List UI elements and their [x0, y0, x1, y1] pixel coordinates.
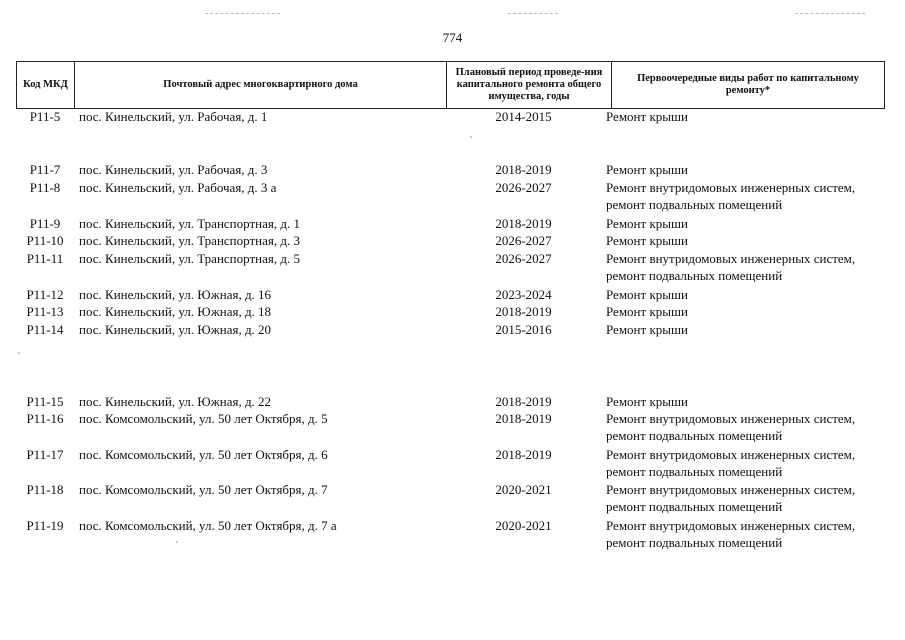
row-code: Р11-5 — [29, 109, 61, 124]
row-address: пос. Комсомольский, ул. 50 лет Октября, д. 5 — [79, 411, 328, 426]
row-works: Ремонт крыши — [606, 394, 688, 409]
row-address: пос. Кинельский, ул. Южная, д. 18 — [79, 304, 272, 319]
row-code: Р11-14 — [26, 322, 64, 337]
row-period: 2026-2027 — [495, 233, 552, 248]
row-address: пос. Комсомольский, ул. 50 лет Октября, д. 7 а — [79, 518, 337, 533]
row-code: Р11-17 — [26, 447, 64, 462]
row-address: пос. Комсомольский, ул. 50 лет Октября, д. 7 — [79, 482, 328, 497]
scan-dot — [176, 541, 178, 543]
row-address: пос. Кинельский, ул. Рабочая, д. 1 — [79, 109, 268, 124]
row-works: Ремонт крыши — [606, 109, 688, 124]
header-code: Код МКД — [17, 62, 75, 109]
row-period: 2020-2021 — [495, 518, 552, 533]
row-period: 2018-2019 — [495, 162, 552, 177]
row-works: Ремонт крыши — [606, 216, 688, 231]
row-address: пос. Кинельский, ул. Рабочая, д. 3 — [79, 162, 268, 177]
row-code: Р11-9 — [29, 216, 61, 231]
row-address: пос. Кинельский, ул. Транспортная, д. 3 — [79, 233, 300, 248]
row-works: Ремонт внутридомовых инженерных систем, ремонт подвальных помещений — [606, 251, 856, 283]
row-works: Ремонт крыши — [606, 233, 688, 248]
row-works: Ремонт внутридомовых инженерных систем, ремонт подвальных помещений — [606, 447, 856, 479]
row-period: 2014-2015 — [495, 109, 552, 124]
row-address: пос. Кинельский, ул. Транспортная, д. 1 — [79, 216, 300, 231]
row-address: пос. Кинельский, ул. Рабочая, д. 3 а — [79, 180, 277, 195]
row-period: 2018-2019 — [495, 216, 552, 231]
row-works: Ремонт крыши — [606, 162, 688, 177]
row-code: Р11-16 — [26, 411, 64, 426]
row-period: 2018-2019 — [495, 394, 552, 409]
row-code: Р11-8 — [29, 180, 61, 195]
row-period: 2018-2019 — [495, 411, 552, 426]
row-works: Ремонт крыши — [606, 322, 688, 337]
row-period: 2026-2027 — [495, 251, 552, 266]
row-address: пос. Комсомольский, ул. 50 лет Октября, д. 6 — [79, 447, 328, 462]
scan-dot — [18, 352, 20, 354]
scan-dot — [470, 136, 472, 138]
row-period: 2023-2024 — [495, 287, 552, 302]
row-works: Ремонт крыши — [606, 304, 688, 319]
row-works: Ремонт внутридомовых инженерных систем, ремонт подвальных помещений — [606, 411, 856, 443]
header-works: Первоочередные виды работ по капитальному ремонту* — [612, 62, 885, 109]
row-address: пос. Кинельский, ул. Транспортная, д. 5 — [79, 251, 300, 266]
row-code: Р11-10 — [26, 233, 64, 248]
row-code: Р11-7 — [29, 162, 61, 177]
row-code: Р11-11 — [26, 251, 64, 266]
row-code: Р11-18 — [26, 482, 64, 497]
row-period: 2026-2027 — [495, 180, 552, 195]
row-works: Ремонт внутридомовых инженерных систем, ремонт подвальных помещений — [606, 518, 856, 550]
row-period: 2020-2021 — [495, 482, 552, 497]
header-period: Плановый период проведе-ния капитального ремонта общего имущества, годы — [447, 62, 612, 109]
row-address: пос. Кинельский, ул. Южная, д. 16 — [79, 287, 272, 302]
row-period: 2018-2019 — [495, 304, 552, 319]
row-code: Р11-12 — [26, 287, 64, 302]
header-address: Почтовый адрес многоквартирного дома — [75, 62, 447, 109]
row-code: Р11-15 — [26, 394, 64, 409]
row-address: пос. Кинельский, ул. Южная, д. 22 — [79, 394, 272, 409]
page-number: 774 — [442, 30, 463, 45]
row-code: Р11-13 — [26, 304, 64, 319]
row-period: 2015-2016 — [495, 322, 552, 337]
row-address: пос. Кинельский, ул. Южная, д. 20 — [79, 322, 272, 337]
row-works: Ремонт внутридомовых инженерных систем, ремонт подвальных помещений — [606, 180, 856, 212]
row-period: 2018-2019 — [495, 447, 552, 462]
row-works: Ремонт крыши — [606, 287, 688, 302]
row-code: Р11-19 — [26, 518, 64, 533]
table-header — [16, 61, 885, 109]
row-works: Ремонт внутридомовых инженерных систем, ремонт подвальных помещений — [606, 482, 856, 514]
